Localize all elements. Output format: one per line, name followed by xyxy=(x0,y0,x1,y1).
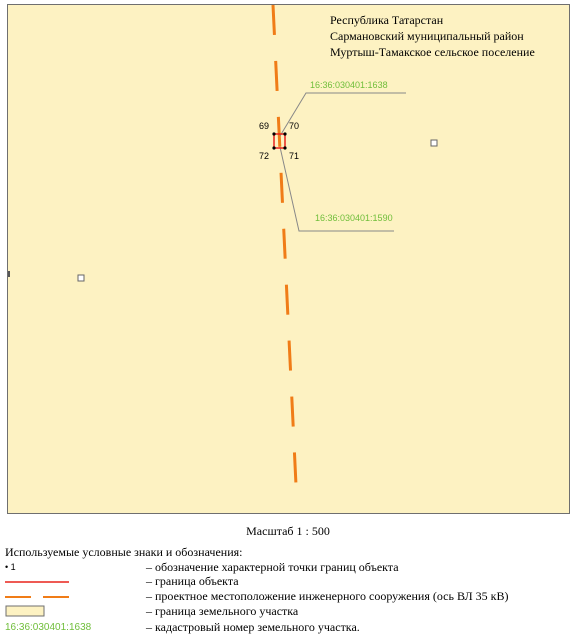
cadastral-number-top[interactable]: 16:36:030401:1638 xyxy=(310,80,388,90)
map-area[interactable] xyxy=(7,4,570,514)
legend-desc-cadastral: – кадастровый номер земельного участка. xyxy=(146,620,360,634)
point-label-69: 69 xyxy=(259,121,270,131)
legend-symbol-boundary xyxy=(5,574,135,589)
region-settlement: Муртыш-Тамакское сельское поселение xyxy=(330,45,535,59)
map-marker xyxy=(431,140,437,146)
point-label-71: 71 xyxy=(289,151,300,161)
legend-symbol-point: • 1 xyxy=(5,562,16,572)
map-canvas xyxy=(8,5,569,513)
legend-item-boundary xyxy=(0,574,576,589)
legend-symbol-land-plot xyxy=(5,604,135,619)
boundary-point-72[interactable] xyxy=(272,146,275,149)
point-label-72: 72 xyxy=(259,151,270,161)
region-republic: Республика Татарстан xyxy=(330,13,444,27)
region-district: Сармановский муниципальный район xyxy=(330,29,524,43)
map-scale: Масштаб 1 : 500 xyxy=(246,524,330,538)
legend-desc-point: – обозначение характерной точки границ объекта xyxy=(146,560,399,574)
boundary-point-71[interactable] xyxy=(283,146,286,149)
legend-symbol-power-line xyxy=(5,589,135,604)
legend-item-cadastral xyxy=(0,620,576,635)
map-marker xyxy=(78,275,84,281)
boundary-point-70[interactable] xyxy=(283,132,286,135)
legend-title: Используемые условные знаки и обозначения: xyxy=(5,545,243,559)
map-edge-tick xyxy=(8,271,10,277)
legend-item-power-line xyxy=(0,589,576,604)
legend-desc-land-plot: – граница земельного участка xyxy=(146,604,299,618)
legend-item-point xyxy=(0,560,576,575)
legend-symbol-cadastral: 16:36:030401:1638 xyxy=(5,622,92,633)
region-caption xyxy=(330,12,535,60)
boundary-point-69[interactable] xyxy=(272,132,275,135)
legend-desc-boundary: – граница объекта xyxy=(146,574,239,588)
cadastral-number-bottom[interactable]: 16:36:030401:1590 xyxy=(315,213,393,223)
power-line-axis xyxy=(273,5,296,485)
point-label-70: 70 xyxy=(289,121,300,131)
legend-item-land-plot xyxy=(0,604,576,619)
legend-desc-power-line: – проектное местоположение инженерного сооружения (ось ВЛ 35 кВ) xyxy=(146,589,509,603)
